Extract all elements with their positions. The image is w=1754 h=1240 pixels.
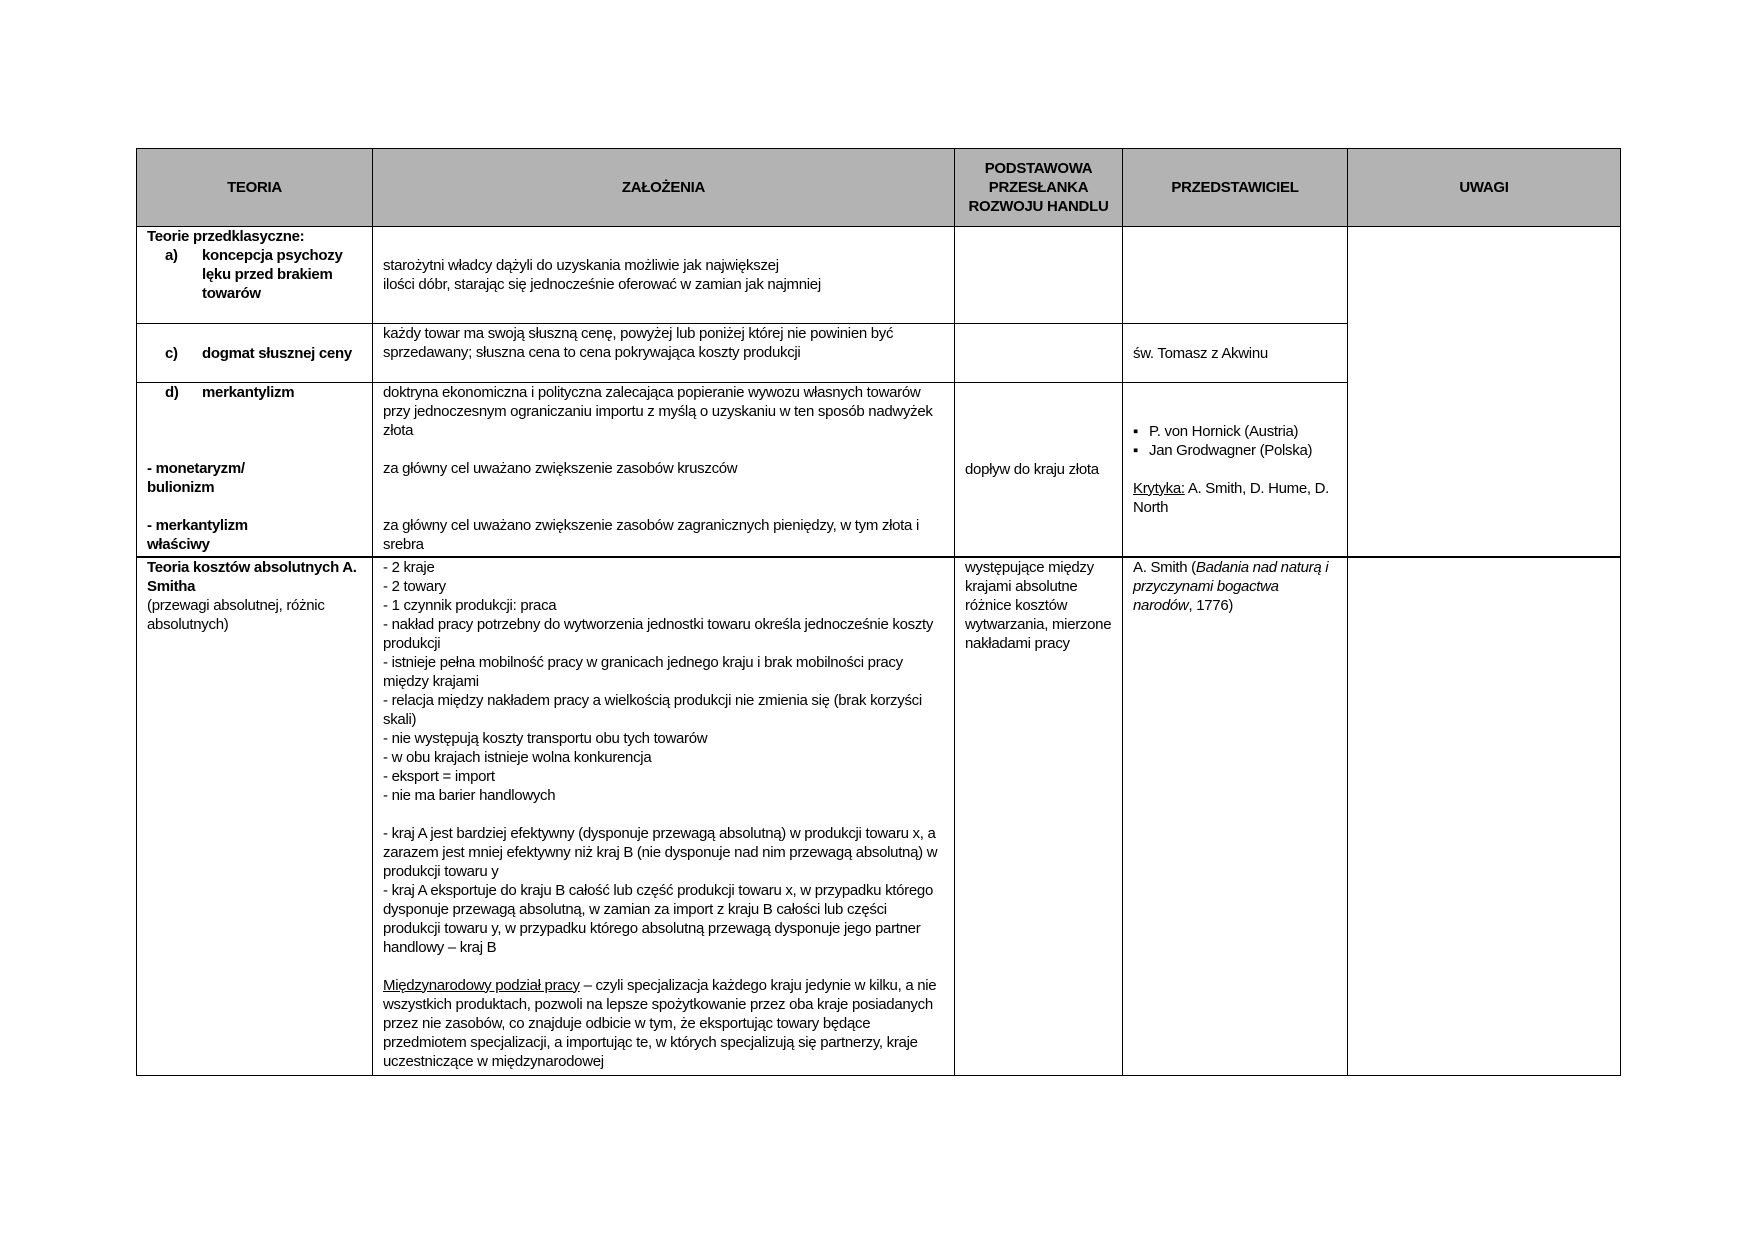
row3-rep2: ▪ Jan Grodwagner (Polska) bbox=[1133, 441, 1337, 460]
row1-label: a) bbox=[165, 247, 178, 264]
row-psychoza bbox=[137, 227, 1621, 324]
row4-teoria-cell bbox=[137, 557, 373, 1076]
header-przeslanka: PODSTAWOWA PRZESŁANKA ROZWOJU HANDLU bbox=[955, 149, 1123, 227]
row3-przeslanka-cell bbox=[955, 383, 1123, 557]
row4-name-bold: Teoria kosztów absolutnych A. Smitha bbox=[147, 558, 357, 595]
division-label: Międzynarodowy podział pracy bbox=[383, 976, 580, 994]
row1-zalozenia-cell bbox=[373, 227, 955, 324]
row-smith bbox=[137, 557, 1621, 1076]
assumption-item: - 2 towary bbox=[383, 577, 446, 595]
row3-zalozenia-cell bbox=[373, 383, 955, 557]
division-text: – czyli specjalizacja każdego kraju jedynie w kilku, a nie wszystkich produktach, pozwoli na lepsze spożytkowanie przez oba kraje posiadanych przez nie zasobów, co znajduje odbicie w tym, że eksportując towary będące przedmiotem specjalizacji, a importując te, w których specjalizują się partnerzy, kraje uczestniczące w międzynarodowej bbox=[383, 976, 937, 1070]
row2-zalozenia-cell bbox=[373, 324, 955, 383]
header-zalozenia: ZAŁOŻENIA bbox=[373, 149, 955, 227]
row2-przedstawiciel: św. Tomasz z Akwinu bbox=[1133, 344, 1268, 362]
assumption-item: - eksport = import bbox=[383, 767, 495, 785]
row4-rep-work: Badania nad naturą i przyczynami bogactwa narodów bbox=[1133, 558, 1329, 614]
row3-name: merkantylizm bbox=[202, 384, 295, 401]
row4-uwagi-cell bbox=[1348, 557, 1621, 1076]
row4-przeslanka: występujące między krajami absolutne różnice kosztów wytwarzania, mierzone nakładami pracy bbox=[965, 558, 1112, 652]
row3-teoria-cell bbox=[137, 383, 373, 557]
assumption-item: - 1 czynnik produkcji: praca bbox=[383, 596, 557, 614]
row3-sub2: - merkantylizm właściwy bbox=[147, 517, 248, 553]
row1-teoria-cell bbox=[137, 227, 373, 324]
assumption-item: - nie ma barier handlowych bbox=[383, 786, 556, 804]
row4-przeslanka-cell bbox=[955, 557, 1123, 1076]
row2-teoria-cell bbox=[137, 324, 373, 383]
row2-name: dogmat słusznej ceny bbox=[202, 344, 352, 362]
row1-name: koncepcja psychozy lęku przed brakiem towarów bbox=[202, 247, 343, 302]
row2-zal: każdy towar ma swoją słuszną cenę, powyżej lub poniżej której nie powinien być sprzedawany; słuszna cena to cena pokrywająca koszty produkcji bbox=[383, 325, 894, 361]
conclusion-item: - kraj A jest bardziej efektywny (dysponuje przewagą absolutną) w produkcji towaru x, a zarazem jest mniej efektywny niż kraj B (nie dysponuje nad nim przewagą absolutną) w produkcji towaru y bbox=[383, 824, 938, 880]
row4-przedstawiciel-cell bbox=[1123, 557, 1348, 1076]
row4-name-rest: (przewagi absolutnej, różnic absolutnych) bbox=[147, 596, 325, 633]
row3-przeslanka: dopływ do kraju złota bbox=[965, 460, 1099, 478]
assumption-item: - 2 kraje bbox=[383, 558, 435, 576]
row1-zal-line2: ilości dóbr, starając się jednocześnie oferować w zamian jak najmniej bbox=[383, 276, 821, 293]
row3-zal-sub1: za główny cel uważano zwiększenie zasobów kruszców bbox=[383, 460, 738, 477]
row3-zal-sub2: za główny cel uważano zwiększenie zasobów zagranicznych pieniędzy, w tym złota i srebra bbox=[383, 517, 919, 553]
uwagi-cell-group1 bbox=[1348, 227, 1621, 557]
assumptions-list bbox=[383, 558, 944, 805]
assumption-item: - istnieje pełna mobilność pracy w granicach jednego kraju i brak mobilności pracy między krajami bbox=[383, 653, 903, 690]
row4-rep-name: A. Smith ( bbox=[1133, 558, 1196, 576]
row1-zal-line1: starożytni władcy dążyli do uzyskania możliwie jak największej bbox=[383, 257, 779, 274]
row1-przeslanka-cell bbox=[955, 227, 1123, 324]
row2-przeslanka-cell bbox=[955, 324, 1123, 383]
row1-przedstawiciel-cell bbox=[1123, 227, 1348, 324]
header-teoria: TEORIA bbox=[137, 149, 373, 227]
assumption-item: - w obu krajach istnieje wolna konkurencja bbox=[383, 748, 652, 766]
division-paragraph bbox=[383, 976, 944, 1071]
critique-text: A. Smith, D. Hume, D. North bbox=[1133, 479, 1330, 516]
row4-rep-year: , 1776) bbox=[1188, 596, 1234, 614]
assumption-item: - nie występują koszty transportu obu tych towarów bbox=[383, 729, 708, 747]
row3-zal-main: doktryna ekonomiczna i polityczna zalecająca popieranie wywozu własnych towarów przy jednoczesnym ograniczaniu importu z myślą o uzyskaniu w ten sposób nadwyżek złota bbox=[383, 384, 933, 439]
row3-sub1: - monetaryzm/ bulionizm bbox=[147, 460, 245, 496]
row3-przedstawiciel-cell bbox=[1123, 383, 1348, 557]
assumption-item: - nakład pracy potrzebny do wytworzenia jednostki towaru określa jednocześnie koszty produkcji bbox=[383, 615, 934, 652]
conclusion-item: - kraj A eksportuje do kraju B całość lub część produkcji towaru x, w przypadku którego dysponuje przewagą absolutną, w zamian za import z kraju B całości lub części produkcji towaru y, w przypadku którego absolutną przewagą dysponuje jego partner handlowy – kraj B bbox=[383, 881, 934, 956]
header-przedstawiciel: PRZEDSTAWICIEL bbox=[1123, 149, 1348, 227]
row3-rep1: ▪ P. von Hornick (Austria) bbox=[1133, 422, 1337, 441]
critique-label: Krytyka: bbox=[1133, 479, 1185, 497]
header-row bbox=[137, 149, 1621, 227]
header-uwagi: UWAGI bbox=[1348, 149, 1621, 227]
row2-przedstawiciel-cell bbox=[1123, 324, 1348, 383]
assumption-item: - relacja między nakładem pracy a wielkością produkcji nie zmienia się (brak korzyści skali) bbox=[383, 691, 922, 728]
row2-label: c) bbox=[165, 344, 178, 362]
row3-label: d) bbox=[165, 384, 179, 401]
group-title: Teorie przedklasyczne: bbox=[147, 228, 305, 245]
theory-table bbox=[136, 148, 1621, 1076]
row3-critique bbox=[1133, 479, 1337, 517]
row4-zalozenia-cell bbox=[373, 557, 955, 1076]
row3-rep-list bbox=[1133, 422, 1337, 460]
